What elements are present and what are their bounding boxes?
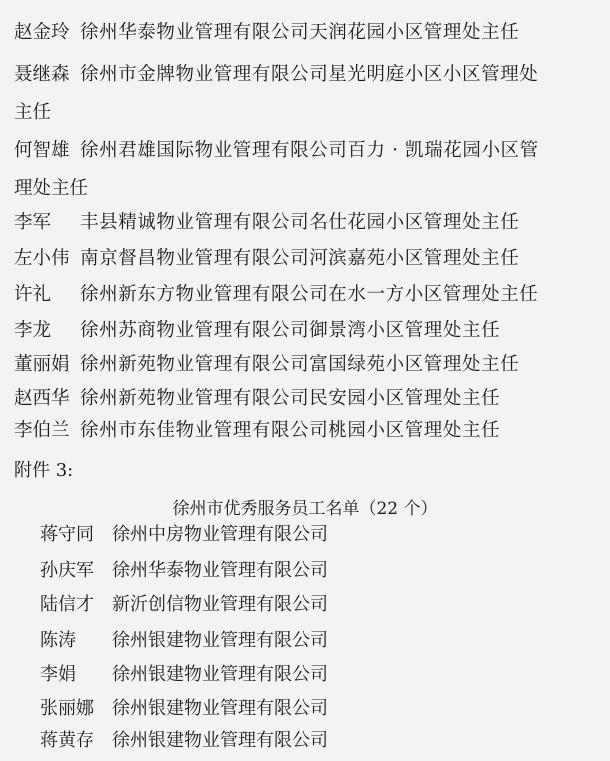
staff-entry bbox=[40, 586, 328, 624]
manager-name: 赵金玲 bbox=[14, 22, 70, 43]
manager-name: 许礼 bbox=[14, 284, 52, 305]
staff-entry bbox=[40, 552, 328, 590]
manager-entry-continuation bbox=[14, 94, 594, 132]
manager-entry bbox=[14, 132, 594, 170]
staff-entry bbox=[40, 622, 328, 660]
manager-position-cont: 主任 bbox=[14, 102, 52, 123]
manager-position: 徐州新东方物业管理有限公司在水一方小区管理处主任 bbox=[80, 284, 539, 305]
manager-position: 徐州市东佳物业管理有限公司桃园小区管理处主任 bbox=[80, 420, 501, 441]
staff-name: 孙庆军 bbox=[40, 560, 94, 581]
manager-position: 徐州新苑物业管理有限公司民安园小区管理处主任 bbox=[80, 388, 501, 409]
annex-heading: 附件 3: bbox=[14, 460, 74, 481]
staff-org: 新沂创信物业管理有限公司 bbox=[112, 594, 328, 615]
manager-name: 董丽娟 bbox=[14, 354, 70, 375]
staff-name: 蒋黄存 bbox=[40, 730, 94, 751]
manager-position: 南京督昌物业管理有限公司河滨嘉苑小区管理处主任 bbox=[80, 248, 520, 269]
staff-entry bbox=[40, 516, 328, 554]
manager-name: 李龙 bbox=[14, 320, 52, 341]
staff-org: 徐州银建物业管理有限公司 bbox=[112, 730, 328, 751]
staff-org: 徐州银建物业管理有限公司 bbox=[112, 664, 328, 685]
manager-name: 聂继森 bbox=[14, 64, 70, 85]
manager-name: 左小伟 bbox=[14, 248, 70, 269]
staff-org: 徐州银建物业管理有限公司 bbox=[112, 698, 328, 719]
staff-org: 徐州中房物业管理有限公司 bbox=[112, 524, 328, 545]
manager-position: 徐州君雄国际物业管理有限公司百力 · 凯瑞花园小区管 bbox=[80, 140, 539, 161]
manager-position: 徐州华泰物业管理有限公司天润花园小区管理处主任 bbox=[80, 22, 520, 43]
staff-name: 李娟 bbox=[40, 664, 76, 685]
manager-position: 徐州新苑物业管理有限公司富国绿苑小区管理处主任 bbox=[80, 354, 520, 375]
manager-name: 赵西华 bbox=[14, 388, 70, 409]
manager-position: 徐州市金牌物业管理有限公司星光明庭小区小区管理处 bbox=[80, 64, 539, 85]
manager-entry bbox=[14, 412, 594, 450]
manager-entry-continuation bbox=[14, 170, 594, 208]
staff-entry bbox=[40, 656, 328, 694]
manager-name: 李伯兰 bbox=[14, 420, 70, 441]
manager-entry bbox=[14, 14, 594, 52]
staff-entry bbox=[40, 722, 328, 760]
manager-position-cont: 理处主任 bbox=[14, 178, 89, 199]
staff-name: 蒋守同 bbox=[40, 524, 94, 545]
manager-name: 何智雄 bbox=[14, 140, 70, 161]
manager-entry bbox=[14, 276, 594, 314]
list-title: 徐州市优秀服务员工名单（22 个） bbox=[172, 499, 438, 519]
staff-name: 陈涛 bbox=[40, 630, 76, 651]
staff-name: 陆信才 bbox=[40, 594, 94, 615]
manager-entry bbox=[14, 346, 594, 384]
manager-position: 徐州苏商物业管理有限公司御景湾小区管理处主任 bbox=[80, 320, 501, 341]
manager-entry bbox=[14, 204, 594, 242]
staff-org: 徐州银建物业管理有限公司 bbox=[112, 630, 328, 651]
manager-name: 李军 bbox=[14, 212, 52, 233]
staff-name: 张丽娜 bbox=[40, 698, 94, 719]
manager-entry bbox=[14, 312, 594, 350]
staff-org: 徐州华泰物业管理有限公司 bbox=[112, 560, 328, 581]
manager-entry bbox=[14, 240, 594, 278]
manager-position: 丰县精诚物业管理有限公司名仕花园小区管理处主任 bbox=[80, 212, 520, 233]
manager-entry bbox=[14, 56, 594, 94]
